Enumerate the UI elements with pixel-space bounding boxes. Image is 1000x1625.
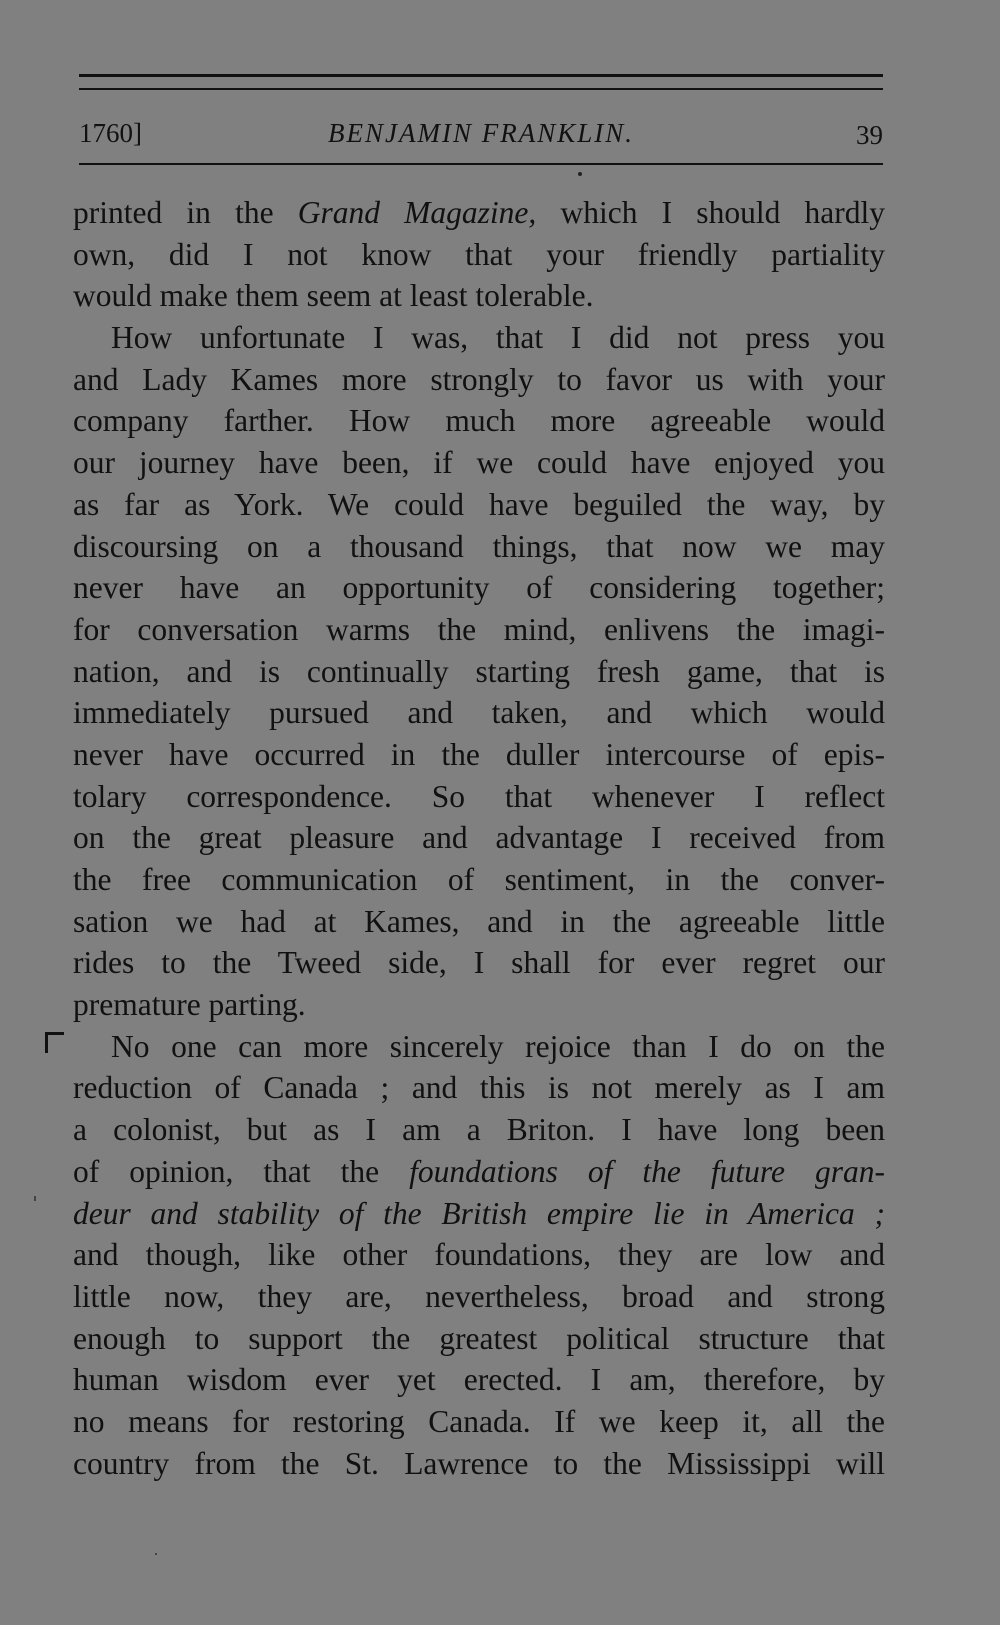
top-rule-upper: [79, 74, 883, 77]
text-line: [73, 275, 885, 317]
text-segment: and though, like other foundations, they are low and: [73, 1237, 885, 1273]
text-line: [73, 567, 885, 609]
text-line: [73, 1026, 885, 1068]
text-segment: reduction of Canada ; and this is not merely as I am: [73, 1070, 885, 1106]
text-segment: sation we had at Kames, and in the agreeable little: [73, 903, 885, 939]
text-line: [73, 442, 885, 484]
header-rule: [79, 163, 883, 165]
text-segment: our journey have been, if we could have enjoyed you: [73, 445, 885, 481]
text-segment: company farther. How much more agreeable would: [73, 403, 885, 439]
text-segment: the free communication of sentiment, in the conver-: [73, 862, 885, 897]
text-line: [73, 942, 885, 984]
text-line: [73, 817, 885, 859]
header-title: BENJAMIN FRANKLIN.: [328, 118, 634, 148]
text-segment: No one can more sincerely rejoice than I do on the: [111, 1028, 885, 1064]
text-segment: tolary correspondence. So that whenever I reflect: [73, 778, 885, 814]
text-line: [73, 1359, 885, 1401]
print-speck: [155, 1553, 157, 1555]
running-header: [79, 110, 883, 154]
text-line: [73, 776, 885, 818]
text-line: [73, 359, 885, 401]
text-line: [73, 1193, 885, 1235]
text-segment: a colonist, but as I am a Briton. I have long been: [73, 1112, 885, 1148]
text-line: [73, 1234, 885, 1276]
text-line: [73, 1276, 885, 1318]
top-rule-lower: [79, 88, 883, 90]
text-segment: for conversation warms the mind, enlivens the imagi-: [73, 611, 885, 647]
text-line: [73, 1109, 885, 1151]
text-line: [73, 526, 885, 568]
text-line: [73, 734, 885, 776]
text-segment: nation, and is continually starting fresh game, that is: [73, 653, 885, 689]
text-segment: own, did I not know that your friendly partiality: [73, 236, 885, 272]
margin-tick-mark: [34, 1196, 36, 1201]
text-line: [73, 1318, 885, 1360]
text-line: [73, 859, 885, 901]
text-segment: as far as York. We could have beguiled the way, by: [73, 486, 885, 522]
text-line: [73, 1151, 885, 1193]
text-segment: printed in the: [73, 195, 298, 230]
text-line: [73, 1443, 885, 1485]
text-segment: premature parting.: [73, 987, 306, 1023]
text-segment: rides to the Tweed side, I shall for ever regret our: [73, 945, 885, 981]
text-line: [73, 317, 885, 359]
text-segment: would make them seem at least tolerable.: [73, 278, 594, 314]
text-segment: no means for restoring Canada. If we keep it, all the: [73, 1403, 885, 1439]
italic-text: Grand Magazine,: [297, 195, 537, 230]
header-year: 1760]: [79, 118, 142, 148]
text-segment: never have occurred in the duller intercourse of epis-: [73, 736, 885, 772]
text-line: [73, 984, 885, 1026]
print-dot: [578, 172, 582, 176]
text-segment: never have an opportunity of considering together;: [73, 570, 885, 606]
text-segment: and Lady Kames more strongly to favor us with your: [73, 361, 885, 397]
text-segment: of opinion, that the: [73, 1153, 410, 1189]
page-number: 39: [856, 120, 883, 150]
text-segment: little now, they are, nevertheless, broad and strong: [73, 1278, 885, 1314]
text-line: [73, 192, 885, 234]
italic-text: foundations of the future gran-: [409, 1153, 885, 1189]
text-segment: discoursing on a thousand things, that now we may: [73, 528, 885, 564]
text-line: [73, 692, 885, 734]
text-line: [73, 1401, 885, 1443]
text-segment: country from the St. Lawrence to the Mississippi will: [73, 1445, 885, 1481]
text-line: [73, 1067, 885, 1109]
text-segment: How unfortunate I was, that I did not press you: [111, 320, 885, 356]
margin-bracket-mark: [45, 1032, 64, 1053]
text-line: [73, 234, 885, 276]
text-line: [73, 484, 885, 526]
text-line: [73, 901, 885, 943]
text-line: [73, 651, 885, 693]
italic-text: deur and stability of the British empire lie in America ;: [73, 1195, 885, 1231]
text-segment: on the great pleasure and advantage I received from: [73, 820, 885, 856]
text-segment: human wisdom ever yet erected. I am, therefore, by: [73, 1362, 885, 1398]
text-line: [73, 400, 885, 442]
text-line: [73, 609, 885, 651]
text-segment: which I should hardly: [536, 195, 885, 230]
text-segment: immediately pursued and taken, and which would: [73, 695, 885, 731]
body-text: [73, 192, 885, 1484]
text-segment: enough to support the greatest political structure that: [73, 1320, 885, 1356]
